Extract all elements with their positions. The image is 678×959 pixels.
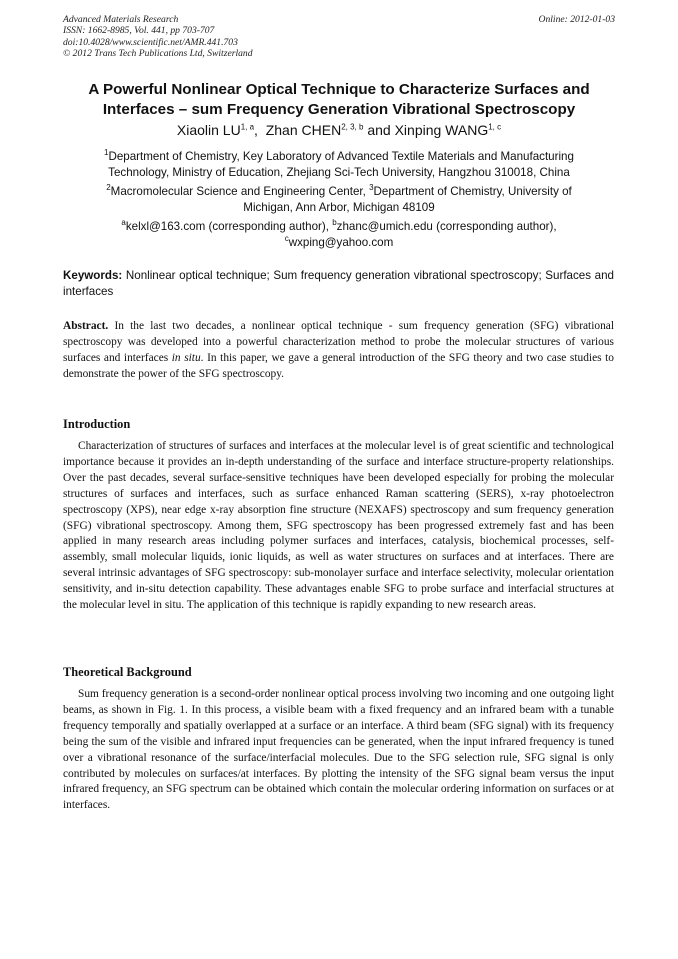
affiliation-text: Macromolecular Science and Engineering Center, [110, 185, 370, 198]
title-line-2: Interfaces – sum Frequency Generation Vibrational Spectroscopy [102, 101, 576, 118]
affiliation-text: Michigan, Ann Arbor, Michigan 48109 [243, 200, 435, 214]
affiliation-number: 2 [106, 183, 111, 193]
email-mark: a [121, 218, 126, 228]
keywords-label: Keywords: [63, 269, 123, 282]
author-name: Xinping WANG [394, 122, 489, 138]
abstract-text: In the last two decades, a nonlinear optical technique - sum frequency generation (SFG) vibrational spectroscopy was developed into a powerful characterization method to probe the molecular structures of various surfaces and interfaces [63, 320, 614, 364]
affiliation-number: 1 [104, 148, 109, 158]
affiliation-number: 3 [369, 183, 374, 193]
issn-line: ISSN: 1662-8985, Vol. 441, pp 703-707 [63, 25, 215, 37]
affiliation-text: Technology, Ministry of Education, Zhejiang Sci-Tech University, Hangzhou 310018, China [108, 165, 570, 179]
author-affiliation-mark: 1, c [488, 122, 502, 132]
author-name: Xiaolin LU [176, 122, 241, 138]
author-separator: , [254, 122, 266, 138]
email-mark: b [332, 218, 337, 228]
author-affiliation-mark: 1, a [240, 122, 255, 132]
theory-paragraph: Sum frequency generation is a second-order nonlinear optical process involving two incoming and one outgoing light beams, as shown in Fig. 1. In this process, a visible beam with a fixed frequency and an infrared beam with a tunable frequency temporally and spatially overlapped at a surface or an interface. A third beam (SFG signal) with its frequency being the sum of the visible and infrared input frequencies can be generated, when the input infrared frequency is tuned over a vibrational resonance of the surface/interfacial molecules. Due to the SFG selection rule, SFG signal is only contributed by molecules on surfaces/at interfaces. By plotting the intensity of the SFG signal beam versus the input infrared frequency, an SFG spectrum can be obtained which contain the molecular ordering information on surfaces or at interfaces. [63, 688, 614, 812]
email-address: kelxl@163.com (corresponding author), [125, 220, 333, 233]
copyright-line: © 2012 Trans Tech Publications Ltd, Switzerland [63, 48, 253, 60]
author-affiliation-mark: 2, 3, b [341, 122, 364, 132]
affiliation-2-3 [60, 184, 618, 215]
email-address: wxping@yahoo.com [288, 235, 394, 249]
keywords [63, 268, 614, 299]
keywords-text: Nonlinear optical technique; Sum frequency generation vibrational spectroscopy; Surfaces and interfaces [63, 269, 614, 298]
paper-title [50, 80, 628, 120]
abstract-italic: in situ [171, 351, 201, 364]
journal-name: Advanced Materials Research [63, 14, 179, 25]
email-mark: c [284, 233, 289, 243]
author-list [50, 121, 628, 139]
affiliation-text: Department of Chemistry, University of [373, 185, 572, 198]
abstract-label: Abstract. [63, 320, 109, 332]
email-address: zhanc@umich.edu (corresponding author), [336, 220, 557, 233]
author-separator: and [363, 122, 395, 138]
abstract-text: . In this paper, we gave a general introduction of the SFG theory and two case studies to demonstrate the power of the SFG spectroscopy. [63, 351, 615, 380]
affiliation-text: Department of Chemistry, Key Laboratory of Advanced Textile Materials and Manufacturing [108, 150, 574, 163]
email-list [60, 219, 618, 250]
section-heading-introduction: Introduction [63, 417, 131, 431]
online-date: Online: 2012-01-03 [538, 14, 615, 25]
journal-header [63, 14, 253, 60]
title-line-1: A Powerful Nonlinear Optical Technique to Characterize Surfaces and [88, 81, 590, 98]
abstract [63, 319, 614, 383]
affiliation-1 [60, 149, 618, 180]
section-heading-theoretical-background: Theoretical Background [63, 665, 192, 679]
author-name: Zhan CHEN [265, 122, 342, 138]
doi-line: doi:10.4028/www.scientific.net/AMR.441.703 [63, 36, 238, 48]
introduction-paragraph: Characterization of structures of surfaces and interfaces at the molecular level is of great scientific and technological importance because it provides an in-depth understanding of the surface and interface structure-property relationships. Over the past decades, several surface-sensitive techniques have been developed especially for probing the molecular structures of surfaces and interfaces, such as surface enhanced Raman scattering (SERS), x-ray photoelectron spectroscopy (XPS), near edge x-ray absorption fine structure (NEXAFS) spectroscopy and sum frequency generation (SFG) vibrational spectroscopy. Among them, SFG spectroscopy has been progressed extremely fast and has been applied in many research areas including polymer surfaces and interfaces, catalysis, biochemical processes, self-assembly, small molecular liquids, ionic liquids, as well as water structures on surfaces and at interfaces. There are several intrinsic advantages of SFG spectroscopy: sub-monolayer surface and interface selectivity, molecular orientation sensitivity, and in-situ detection capability. These advantages enable SFG to probe surface and interfacial structures at the molecular level in situ. The application of this technique is rapidly expanding to new research areas. [63, 440, 614, 612]
